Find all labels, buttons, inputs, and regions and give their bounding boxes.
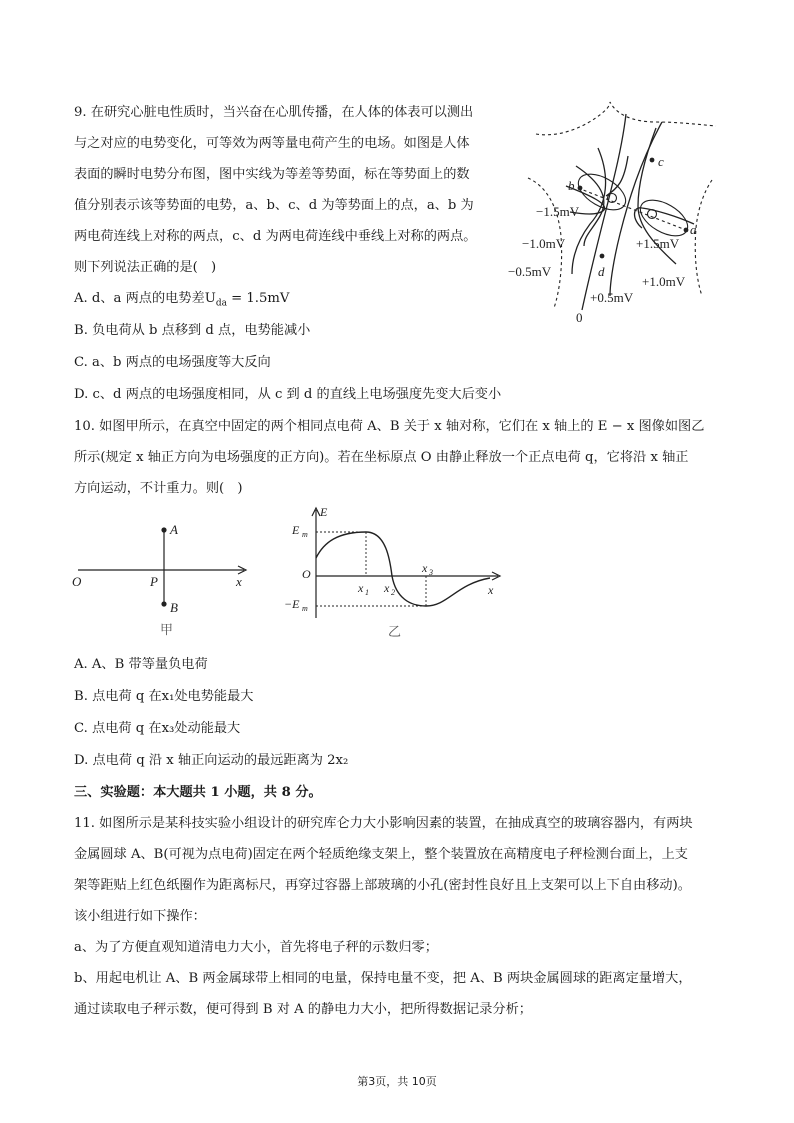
- q11-line-1: 11. 如图所示是某科技实验小组设计的研究库仑力大小影响因素的装置，在抽成真空的玻璃容器内，有两块: [74, 816, 693, 831]
- q9-option-a-tail: = 1.5mV: [226, 291, 290, 306]
- q11-line-2: 金属圆球 A、B(可视为点电荷)固定在两个轻质绝缘支架上，整个装置放在高精度电子秤检测台面上，上支: [74, 847, 688, 862]
- q11-line-3: 架等距贴上红色纸圈作为距离标尺，再穿过容器上部玻璃的小孔(密封性良好且上支架可以上下自由移动)。: [74, 878, 691, 893]
- label-p-jia: P: [150, 574, 158, 589]
- label-a: a: [690, 222, 697, 237]
- q9-line-1: 9. 在研究心脏电性质时，当兴奋在心肌传播，在人体的体表可以测出: [74, 105, 474, 120]
- e-x-curve: [316, 532, 490, 606]
- charge-a-dot: [161, 527, 166, 532]
- label-o-yi: O: [302, 567, 311, 581]
- label-x3-sub: 3: [429, 568, 433, 577]
- label-a-jia: A: [170, 522, 178, 537]
- potential-neg10: −1.0mV: [522, 236, 566, 251]
- q9-option-a: [74, 290, 289, 313]
- label-neg-em-m: m: [302, 604, 308, 613]
- q10-option-a: A. A、B 带等量负电荷: [74, 657, 208, 672]
- q10-option-b: B. 点电荷 q 在x₁处电势能最大: [74, 689, 254, 704]
- q9-option-d: D. c、d 两点的电场强度相同，从 c 到 d 的直线上电场强度先变大后变小: [74, 387, 502, 402]
- q9-option-a-text: A. d、a 两点的电势差U: [74, 291, 216, 306]
- q9-option-a-sub: da: [215, 298, 227, 309]
- q10-option-d: D. 点电荷 q 沿 x 轴正向运动的最远距离为 2x₂: [74, 753, 349, 768]
- q9-line-6: 则下列说法正确的是( ): [74, 260, 217, 275]
- potential-pos10: +1.0mV: [642, 274, 686, 289]
- charge-b-dot: [161, 601, 166, 606]
- equipotential-figure: [506, 96, 720, 328]
- label-x1-sub: 1: [365, 588, 369, 597]
- point-d: [600, 254, 605, 259]
- label-o-jia: O: [72, 574, 82, 589]
- figure-yi: [280, 502, 506, 644]
- q9-line-3: 表面的瞬时电势分布图，图中实线为等差等势面，标在等势面上的数: [74, 167, 470, 182]
- figure-jia: [68, 512, 268, 642]
- q10-line-2: 所示(规定 x 轴正方向为电场强度的正方向)。若在坐标原点 O 由静止释放一个正点电荷 q，它将沿 x 轴正: [74, 450, 689, 465]
- label-c: c: [658, 154, 664, 169]
- q11-line-4: 该小组进行如下操作：: [74, 909, 206, 924]
- q11-line-5: a、为了方便直观知道清电力大小，首先将电子秤的示数归零；: [74, 940, 438, 955]
- q9-option-c: C. a、b 两点的电场强度等大反向: [74, 355, 271, 370]
- q11-line-7: 通过读取电子秤示数，便可得到 B 对 A 的静电力大小，把所得数据记录分析；: [74, 1002, 532, 1017]
- label-b: b: [568, 178, 575, 193]
- q10-option-c: C. 点电荷 q 在x₃处动能最大: [74, 721, 241, 736]
- q9-option-b: B. 负电荷从 b 点移到 d 点，电势能减小: [74, 323, 311, 338]
- potential-neg05: −0.5mV: [508, 264, 552, 279]
- label-neg-em: −E: [284, 597, 300, 611]
- label-x2: x: [384, 581, 390, 595]
- point-a: [684, 228, 689, 233]
- page-footer: 第3页，共 10页: [357, 1075, 437, 1088]
- potential-pos15: +1.5mV: [636, 236, 680, 251]
- label-e: E: [320, 505, 328, 519]
- q10-line-1: 10. 如图甲所示，在真空中固定的两个相同点电荷 A、B 关于 x 轴对称，它们在 x 轴上的 E − x 图像如图乙: [74, 419, 705, 434]
- label-em-e: E: [292, 523, 300, 537]
- section-3-heading: 三、实验题：本大题共 1 小题，共 8 分。: [74, 785, 322, 800]
- potential-pos05: +0.5mV: [590, 290, 634, 305]
- point-c: [650, 158, 655, 163]
- label-zero: 0: [576, 310, 583, 325]
- equipotential-zero: [582, 114, 626, 310]
- label-x-jia: x: [236, 574, 242, 589]
- label-x1: x: [358, 581, 364, 595]
- q9-line-2: 与之对应的电势变化，可等效为两等量电荷产生的电场。如图是人体: [74, 136, 470, 151]
- q10-line-3: 方向运动，不计重力。则( ): [74, 481, 243, 496]
- label-em-m: m: [302, 530, 308, 539]
- point-b: [578, 186, 583, 191]
- q9-line-5: 两电荷连线上对称的两点，c、d 为两电荷连线中垂线上对称的两点。: [74, 229, 477, 244]
- caption-yi: 乙: [388, 624, 402, 639]
- q11-line-6: b、用起电机让 A、B 两金属球带上相同的电量，保持电量不变，把 A、B 两块金属圆球的距离定量增大，: [74, 971, 692, 986]
- label-x3: x: [422, 561, 428, 575]
- potential-neg15: −1.5mV: [536, 204, 580, 219]
- body-outline-right: [695, 180, 712, 296]
- label-b-jia: B: [170, 600, 178, 615]
- label-x2-sub: 2: [391, 588, 395, 597]
- q9-line-4: 值分别表示该等势面的电势，a、b、c、d 为等势面上的点，a、b 为: [74, 198, 474, 213]
- caption-jia: 甲: [160, 622, 174, 637]
- label-d: d: [598, 264, 605, 279]
- label-x-yi: x: [488, 583, 494, 597]
